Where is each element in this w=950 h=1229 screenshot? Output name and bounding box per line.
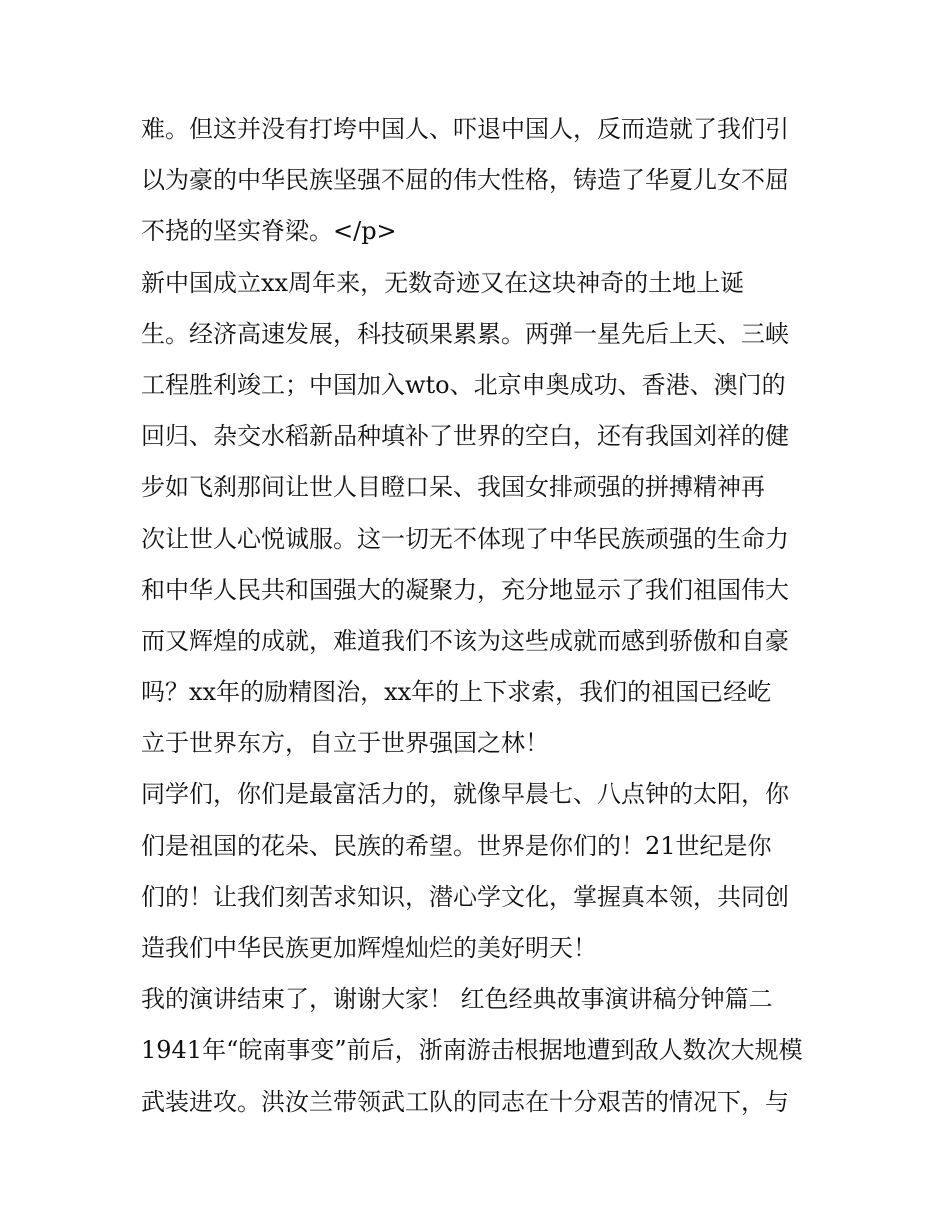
text-line: 我的演讲结束了，谢谢大家！ 红色经典故事演讲稿分钟篇二 [141,985,773,1014]
text-line: 不挠的坚实脊梁。</p> [141,217,397,246]
text-line: 造我们中华民族更加辉煌灿烂的美好明天！ [141,934,597,962]
text-line: 同学们，你们是最富活力的，就像早晨七、八点钟的太阳，你 [141,780,789,809]
body-text [141,104,821,1128]
text-line: 难。但这并没有打垮中国人、吓退中国人，反而造就了我们引 [141,115,789,143]
text-line: 次让世人心悦诚服。这一切无不体现了中华民族顽强的生命力 [141,524,789,553]
text-line: 新中国成立xx周年来，无数奇迹又在这块神奇的土地上诞 [141,268,745,297]
text-line: 以为豪的中华民族坚强不屈的伟大性格，铸造了华夏儿女不屈 [141,166,789,195]
text-line: 们是祖国的花朵、民族的希望。世界是你们的！21世纪是你 [141,831,772,860]
text-line: 们的！让我们刻苦求知识，潜心学文化，掌握真本领，共同创 [141,882,789,911]
text-line: 立于世界东方，自立于世界强国之林！ [141,729,549,758]
text-line: 武装进攻。洪汝兰带领武工队的同志在十分艰苦的情况下，与 [141,1087,789,1116]
text-line: 吗？xx年的励精图治，xx年的上下求索，我们的祖国已经屹 [141,678,772,707]
text-line: 生。经济高速发展，科技硕果累累。两弹一星先后上天、三峡 [141,319,789,348]
text-line: 工程胜利竣工；中国加入wto、北京申奥成功、香港、澳门的 [141,370,786,399]
text-line: 1941年“皖南事变”前后，浙南游击根据地遭到敌人数次大规模 [141,1036,803,1065]
text-line: 回归、杂交水稻新品种填补了世界的空白，还有我国刘祥的健 [141,422,789,451]
text-line: 和中华人民共和国强大的凝聚力，充分地显示了我们祖国伟大 [141,575,789,604]
text-line: 而又辉煌的成就，难道我们不该为这些成就而感到骄傲和自豪 [141,626,789,655]
text-line: 步如飞刹那间让世人目瞪口呆、我国女排顽强的拼搏精神再 [141,473,765,502]
